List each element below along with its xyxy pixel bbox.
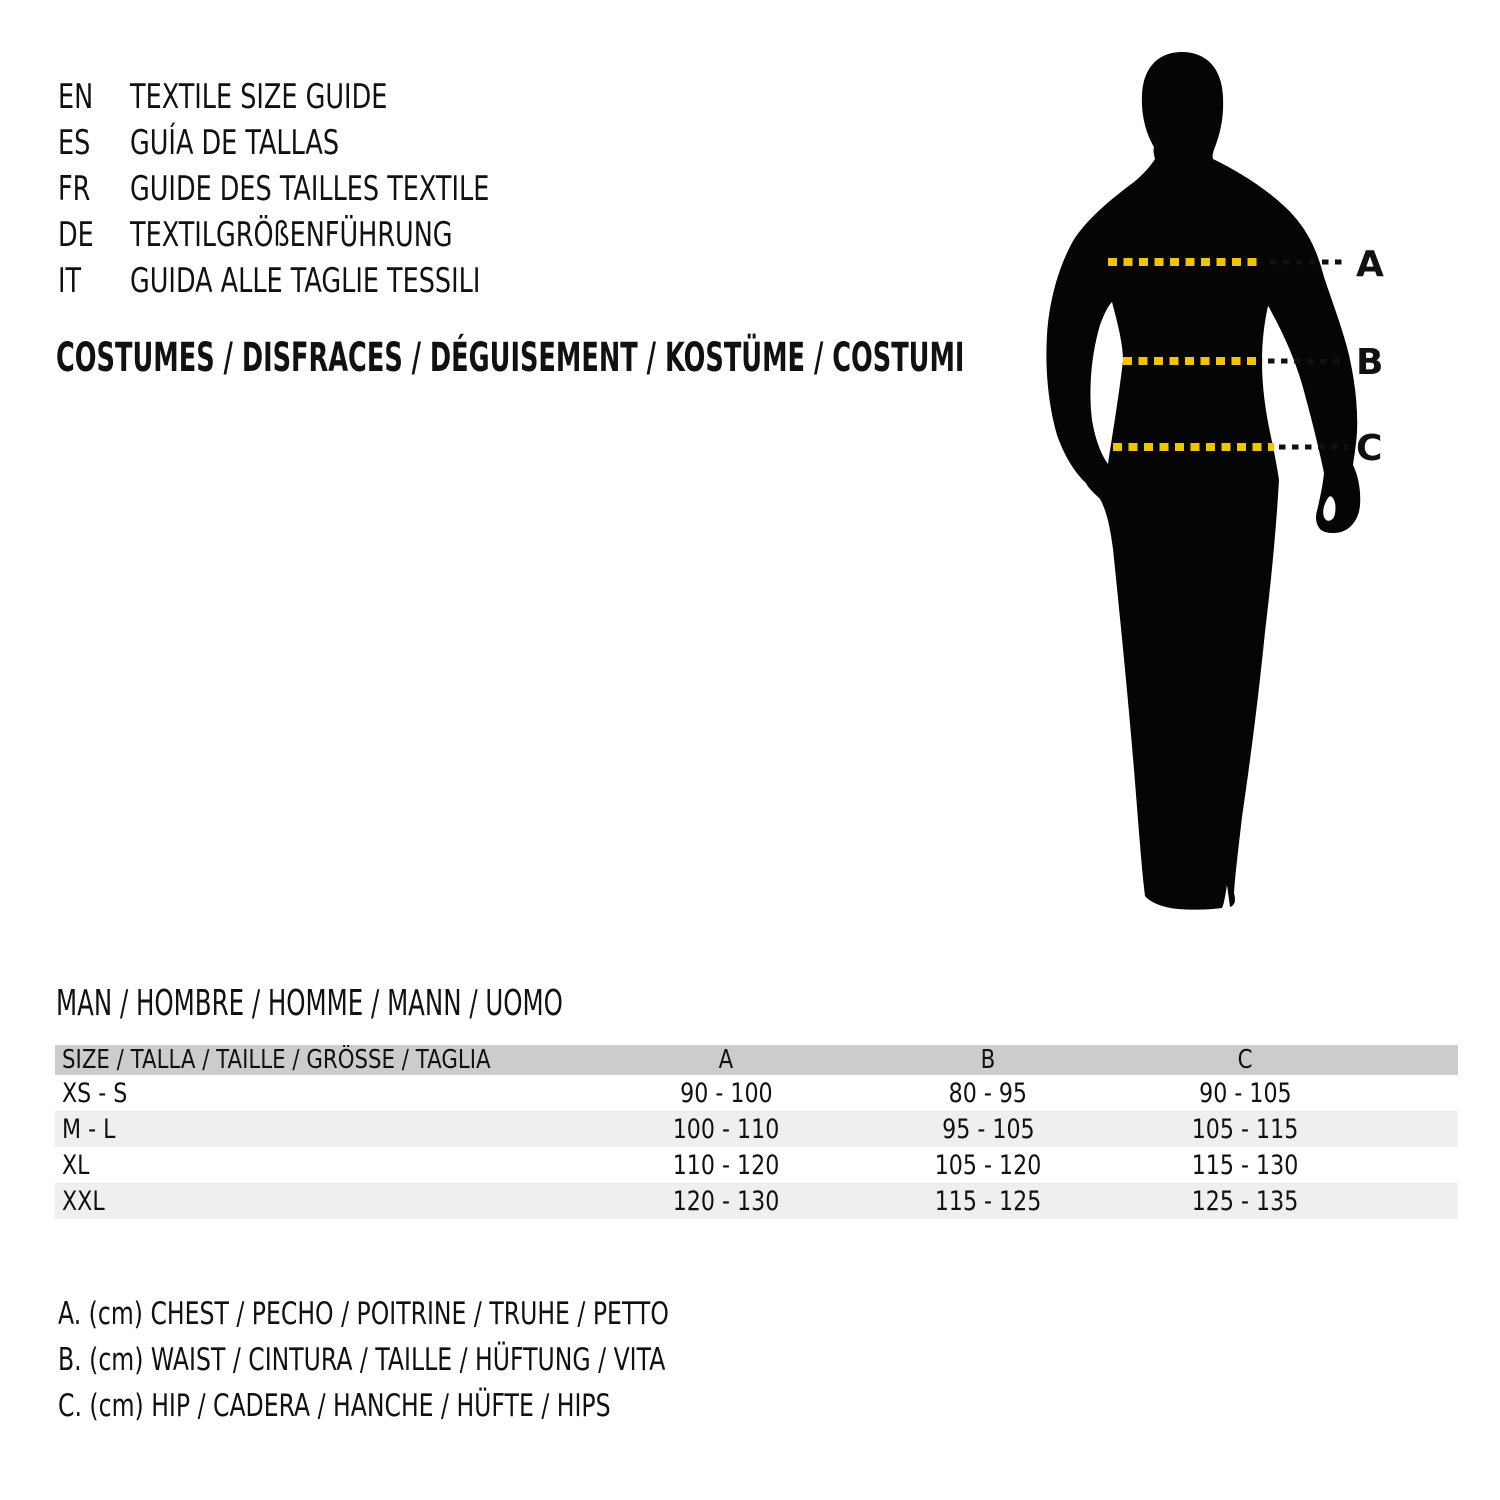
list-item [58, 120, 808, 166]
list-item [58, 74, 808, 120]
language-label: TEXTILE SIZE GUIDE [130, 77, 388, 117]
chest-range-value: 120 - 130 [672, 1185, 780, 1217]
category-heading: COSTUMES / DISFRACES / DÉGUISEMENT / KOSTÜME / COSTUMI [56, 335, 965, 381]
size-value: XS - S [62, 1077, 128, 1109]
chest-range-cell [555, 1111, 897, 1147]
language-code: ES [58, 123, 91, 163]
chest-range-value: 100 - 110 [672, 1113, 780, 1145]
hip-label: C [1356, 428, 1383, 469]
measurement-footnotes [58, 1291, 1258, 1429]
language-code: EN [58, 77, 94, 117]
list-item [58, 258, 808, 304]
language-guide-list [58, 74, 1058, 304]
man-silhouette [1046, 52, 1360, 910]
waist-range-value: 105 - 120 [934, 1149, 1042, 1181]
column-header-a [555, 1045, 897, 1075]
size-value: M - L [62, 1113, 116, 1145]
table-row [55, 1147, 1458, 1183]
column-header-a-label: A [718, 1045, 734, 1075]
list-item [58, 212, 808, 258]
table-row [55, 1111, 1458, 1147]
hip-range-value: 115 - 130 [1191, 1149, 1299, 1181]
size-cell [55, 1183, 555, 1219]
size-cell [55, 1111, 555, 1147]
table-row [55, 1075, 1458, 1111]
man-silhouette-figure [1030, 52, 1500, 932]
language-code: FR [58, 169, 91, 209]
waist-range-value: 95 - 105 [941, 1113, 1035, 1145]
size-value: XXL [62, 1185, 105, 1217]
waist-range-cell [897, 1075, 1079, 1111]
footnote-hip: C. (cm) HIP / CADERA / HANCHE / HÜFTE / HIPS [58, 1388, 611, 1424]
language-label: GUÍA DE TALLAS [130, 123, 340, 163]
waist-range-cell [897, 1111, 1079, 1147]
hip-range-value: 90 - 105 [1198, 1077, 1292, 1109]
footnote-waist: B. (cm) WAIST / CINTURA / TAILLE / HÜFTUNG / VITA [58, 1342, 666, 1378]
language-label: GUIDE DES TAILLES TEXTILE [130, 169, 490, 209]
column-header-b-label: B [980, 1045, 996, 1075]
size-value: XL [62, 1149, 90, 1181]
column-header-b [897, 1045, 1079, 1075]
footnote-chest: A. (cm) CHEST / PECHO / POITRINE / TRUHE / PETTO [58, 1296, 669, 1332]
language-label: TEXTILGRÖßENFÜHRUNG [130, 215, 453, 255]
table-row [55, 1183, 1458, 1219]
waist-range-value: 115 - 125 [934, 1185, 1042, 1217]
language-code: DE [58, 215, 94, 255]
size-cell [55, 1147, 555, 1183]
hip-range-value: 125 - 135 [1191, 1185, 1299, 1217]
measurement-figure [1030, 52, 1500, 932]
language-code: IT [58, 261, 82, 301]
chest-range-value: 110 - 120 [672, 1149, 780, 1181]
table-header-row [55, 1045, 1458, 1075]
size-table [55, 1045, 1458, 1219]
chest-label: A [1356, 244, 1384, 285]
waist-range-cell [897, 1183, 1079, 1219]
hip-range-cell [1079, 1183, 1458, 1219]
hip-range-value: 105 - 115 [1191, 1113, 1299, 1145]
hip-range-cell [1079, 1075, 1458, 1111]
column-header-c [1079, 1045, 1458, 1075]
column-header-size [55, 1045, 555, 1075]
size-table-container [55, 1045, 1458, 1219]
list-item [58, 166, 808, 212]
waist-label: B [1356, 342, 1384, 383]
chest-range-cell [555, 1075, 897, 1111]
chest-range-cell [555, 1147, 897, 1183]
size-cell [55, 1075, 555, 1111]
language-label: GUIDA ALLE TAGLIE TESSILI [130, 261, 481, 301]
section-heading-man: MAN / HOMBRE / HOMME / MANN / UOMO [56, 983, 563, 1024]
hip-range-cell [1079, 1147, 1458, 1183]
hip-range-cell [1079, 1111, 1458, 1147]
waist-range-value: 80 - 95 [948, 1077, 1028, 1109]
chest-range-value: 90 - 100 [679, 1077, 773, 1109]
waist-range-cell [897, 1147, 1079, 1183]
chest-range-cell [555, 1183, 897, 1219]
column-header-size-label: SIZE / TALLA / TAILLE / GRÖSSE / TAGLIA [62, 1045, 491, 1075]
column-header-c-label: C [1237, 1045, 1253, 1075]
